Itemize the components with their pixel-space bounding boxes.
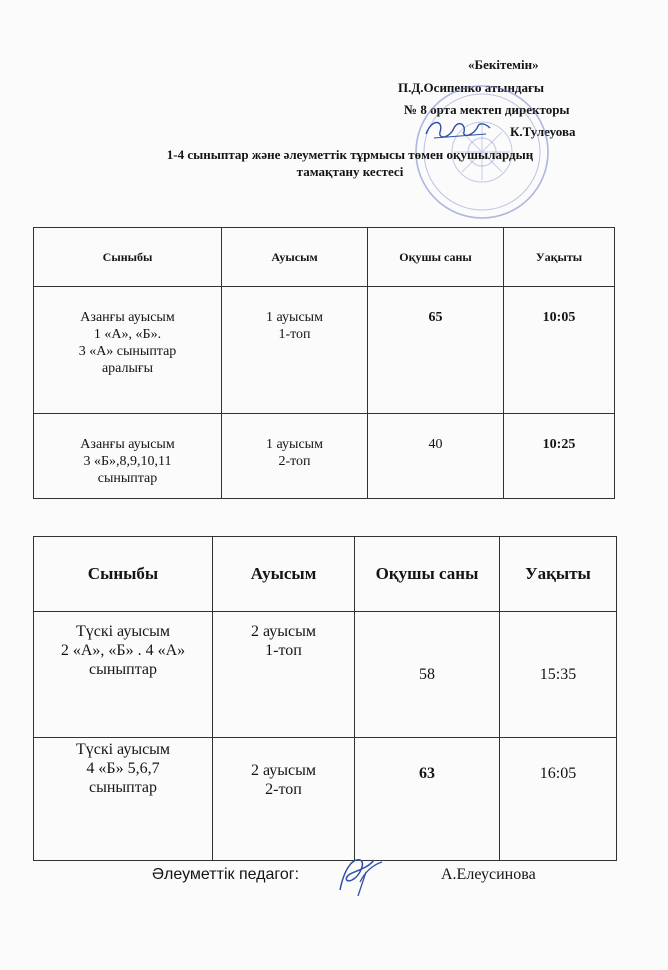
cell-line: 2 ауысым (250, 623, 316, 640)
cell-line: 3 «Б»,8,9,10,11 (83, 454, 172, 469)
header-count: Оқушы саны (355, 537, 500, 612)
approval-line-4: К.Тулеуова (510, 124, 576, 139)
morning-schedule-table (33, 227, 615, 499)
document-title (60, 146, 640, 180)
count-cell: 58 (355, 612, 500, 738)
shift-cell (222, 287, 368, 414)
count-cell: 65 (368, 287, 504, 414)
cell-line: Түскі ауысым (75, 623, 171, 640)
header-class: Сыныбы (34, 228, 222, 287)
class-cell (34, 738, 213, 861)
class-cell (34, 287, 222, 414)
social-pedagogue-label: Әлеуметтік педагог: (152, 866, 300, 883)
cell-line: 1-топ (278, 327, 311, 342)
cell-line: 1 ауысым (266, 310, 323, 325)
header-count: Оқушы саны (368, 228, 504, 287)
shift-cell (213, 612, 355, 738)
title-line-1: 1-4 сыныптар және әлеуметтік тұрмысы төмен оқушылардың (166, 147, 534, 162)
cell-line: Түскі ауысым (75, 741, 171, 758)
approval-line-2: П.Д.Осипенко атындағы (398, 80, 545, 95)
header-shift: Ауысым (213, 537, 355, 612)
cell-line: сыныптар (97, 471, 158, 486)
cell-line: аралығы (101, 361, 154, 376)
social-pedagogue-name: А.Елеусинова (441, 866, 536, 883)
pedagogue-signature (330, 852, 386, 900)
class-cell (34, 612, 213, 738)
cell-line: 4 «Б» 5,6,7 (86, 760, 160, 777)
table-row (34, 738, 617, 861)
cell-line: 3 «А» сыныптар (78, 344, 177, 359)
time-cell: 10:05 (504, 287, 615, 414)
shift-cell (213, 738, 355, 861)
cell-line: 2-топ (278, 454, 311, 469)
count-cell: 63 (355, 738, 500, 861)
approval-line-1: «Бекітемін» (468, 57, 539, 72)
table-row (34, 414, 615, 499)
header-class: Сыныбы (34, 537, 213, 612)
table-row (34, 287, 615, 414)
header-time: Уақыты (504, 228, 615, 287)
table-header-row (34, 228, 615, 287)
cell-line: Азанғы ауысым (80, 310, 175, 325)
cell-line: сыныптар (88, 661, 157, 678)
time-cell: 16:05 (500, 738, 617, 861)
time-cell: 15:35 (500, 612, 617, 738)
header-shift: Ауысым (222, 228, 368, 287)
time-cell: 10:25 (504, 414, 615, 499)
shift-cell (222, 414, 368, 499)
cell-line: Азанғы ауысым (80, 437, 175, 452)
table-header-row (34, 537, 617, 612)
title-line-2: тамақтану кестесі (296, 164, 404, 179)
class-cell (34, 414, 222, 499)
cell-line: 1 ауысым (266, 437, 323, 452)
count-cell: 40 (368, 414, 504, 499)
director-signature (420, 112, 492, 146)
cell-line: 2 «А», «Б» . 4 «А» (60, 642, 186, 659)
afternoon-schedule-table (33, 536, 617, 861)
cell-line: сыныптар (88, 779, 157, 796)
table-row (34, 612, 617, 738)
cell-line: 1-топ (265, 642, 302, 659)
cell-line: 2-топ (265, 781, 302, 798)
approval-line-3: № 8 орта мектеп директоры (404, 102, 570, 117)
header-time: Уақыты (500, 537, 617, 612)
cell-line: 2 ауысым (250, 762, 316, 779)
cell-line: 1 «А», «Б». (93, 327, 162, 342)
